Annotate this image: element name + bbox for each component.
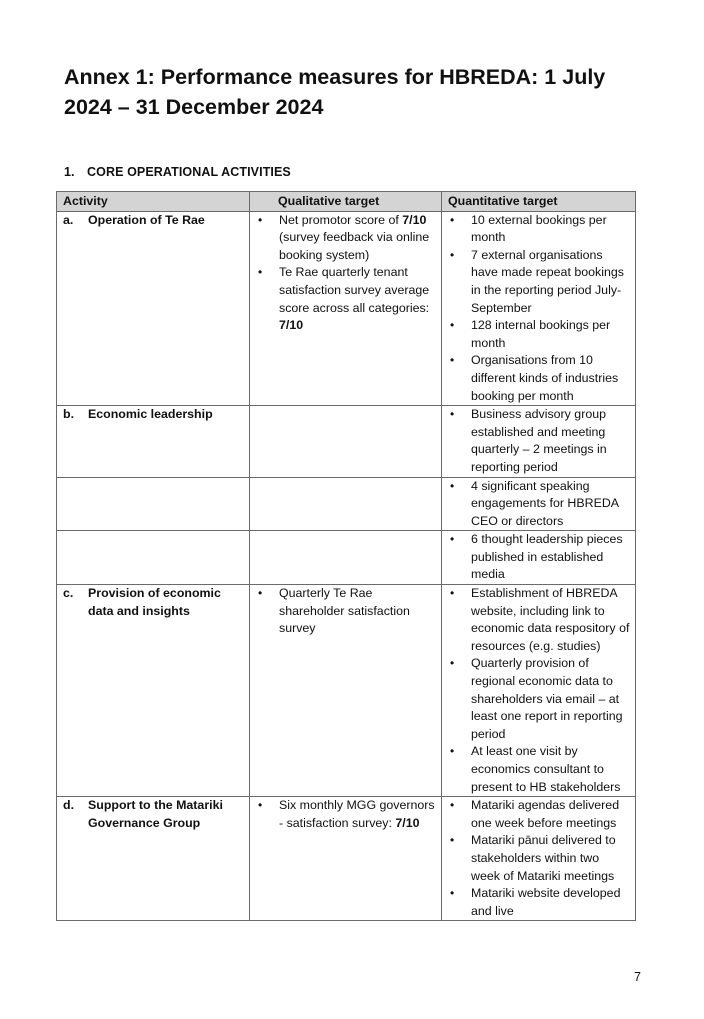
activity-cell: [57, 477, 250, 531]
bullet-icon: •: [450, 744, 455, 759]
table-row: [57, 585, 636, 797]
target-score: 7/10: [402, 212, 427, 227]
bullet-icon: •: [450, 886, 455, 901]
bullet-icon: •: [450, 656, 455, 671]
table-row: [57, 797, 636, 921]
section-number: 1.: [64, 165, 75, 179]
list-item: [447, 317, 631, 352]
page-title: Annex 1: Performance measures for HBREDA: 1 July 2024 – 31 December 2024: [64, 65, 606, 119]
activity-cell: [57, 211, 250, 406]
quantitative-target-text: 128 internal bookings per month: [471, 318, 611, 350]
quantitative-target-text: At least one visit by economics consultant to present to HB stakeholders: [471, 744, 621, 794]
page-number: 7: [634, 970, 641, 984]
list-item: [447, 352, 631, 405]
qualitative-target-text-end: (survey feedback via online booking system): [279, 230, 430, 262]
performance-measures-table: [56, 191, 636, 921]
activity-name: Operation of Te Rae: [88, 212, 205, 227]
activity-letter: c.: [63, 586, 74, 601]
bullet-icon: •: [450, 798, 455, 813]
qualitative-target-text: Te Rae quarterly tenant satisfaction survey average score across all categories:: [279, 265, 430, 315]
quantitative-target-text: Establishment of HBREDA website, including link to economic data respository of resources (e.g. studies): [471, 586, 630, 653]
quantitative-target-cell: [442, 585, 636, 797]
activity-name: Support to the Matariki Governance Group: [88, 798, 223, 830]
quantitative-target-text: Matariki website developed and live: [471, 886, 621, 918]
quantitative-target-text: Matariki agendas delivered one week before meetings: [471, 798, 620, 830]
quantitative-target-cell: [442, 406, 636, 477]
quantitative-target-cell: [442, 797, 636, 921]
target-score: 7/10: [395, 815, 420, 830]
qualitative-target-text: Quarterly Te Rae shareholder satisfaction survey: [279, 586, 410, 636]
list-item: [255, 585, 437, 638]
table-row: [57, 406, 636, 477]
list-item: [255, 264, 437, 334]
quantitative-target-cell: [442, 477, 636, 531]
activity-cell: [57, 797, 250, 921]
activity-cell: [57, 585, 250, 797]
qualitative-target-cell: [250, 211, 442, 406]
bullet-icon: •: [258, 798, 263, 813]
table-body: [57, 211, 636, 921]
quantitative-target-text: Organisations from 10 different kinds of industries booking per month: [471, 353, 619, 403]
list-item: [255, 212, 437, 265]
bullet-icon: •: [450, 478, 455, 493]
bullet-icon: •: [258, 265, 263, 280]
list-item: [447, 743, 631, 796]
list-item: [447, 212, 631, 247]
activity-letter: a.: [63, 212, 74, 227]
quantitative-target-text: 7 external organisations have made repeat bookings in the reporting period July-September: [471, 247, 624, 315]
table-row: [57, 477, 636, 531]
activity-cell: [57, 531, 250, 585]
bullet-icon: •: [450, 318, 455, 333]
table-header-row: [57, 192, 636, 212]
activity-letter: b.: [63, 407, 75, 422]
bullet-icon: •: [258, 586, 263, 601]
list-item: [447, 406, 631, 476]
header-qualitative-target: Qualitative target: [250, 192, 442, 212]
list-item: [447, 832, 631, 885]
activity-cell: [57, 406, 250, 477]
table-row: [57, 531, 636, 585]
bullet-icon: •: [450, 833, 455, 848]
activity-name: Economic leadership: [88, 407, 213, 422]
qualitative-target-text: Six monthly MGG governors - satisfaction survey:: [279, 798, 435, 830]
list-item: [447, 885, 631, 920]
qualitative-target-cell: [250, 585, 442, 797]
quantitative-target-cell: [442, 531, 636, 585]
quantitative-target-cell: [442, 211, 636, 406]
list-item: [447, 585, 631, 655]
section-title: CORE OPERATIONAL ACTIVITIES: [87, 165, 291, 179]
bullet-icon: •: [450, 247, 455, 262]
section-heading: [64, 164, 291, 180]
quantitative-target-text: Business advisory group established and meeting quarterly – 2 meetings in reporting period: [471, 407, 607, 474]
list-item: [255, 797, 437, 832]
list-item: [447, 478, 631, 531]
quantitative-target-text: 10 external bookings per month: [471, 212, 607, 245]
activity-letter: d.: [63, 798, 75, 813]
list-item: [447, 247, 631, 317]
quantitative-target-text: Matariki pānui delivered to stakeholders within two week of Matariki meetings: [471, 833, 616, 883]
bullet-icon: •: [258, 212, 263, 227]
qualitative-target-cell: [250, 477, 442, 531]
header-quantitative-target: Quantitative target: [442, 192, 636, 212]
list-item: [447, 531, 631, 584]
qualitative-target-cell: [250, 406, 442, 477]
list-item: [447, 797, 631, 832]
bullet-icon: •: [450, 532, 455, 547]
qualitative-target-cell: [250, 531, 442, 585]
quantitative-target-text: 6 thought leadership pieces published in established media: [471, 532, 623, 582]
quantitative-target-text: 4 significant speaking engagements for HBREDA CEO or directors: [471, 478, 619, 528]
qualitative-target-text: Net promotor score of: [279, 212, 403, 227]
bullet-icon: •: [450, 407, 455, 422]
bullet-icon: •: [450, 353, 455, 368]
bullet-icon: •: [450, 586, 455, 601]
qualitative-target-cell: [250, 797, 442, 921]
table-row: [57, 211, 636, 406]
target-score: 7/10: [279, 318, 304, 333]
header-activity: Activity: [57, 192, 250, 212]
quantitative-target-text: Quarterly provision of regional economic data to shareholders via email – at least one report in reporting period: [471, 656, 623, 741]
bullet-icon: •: [450, 212, 455, 227]
list-item: [447, 655, 631, 743]
activity-name: Provision of economic data and insights: [88, 586, 221, 618]
